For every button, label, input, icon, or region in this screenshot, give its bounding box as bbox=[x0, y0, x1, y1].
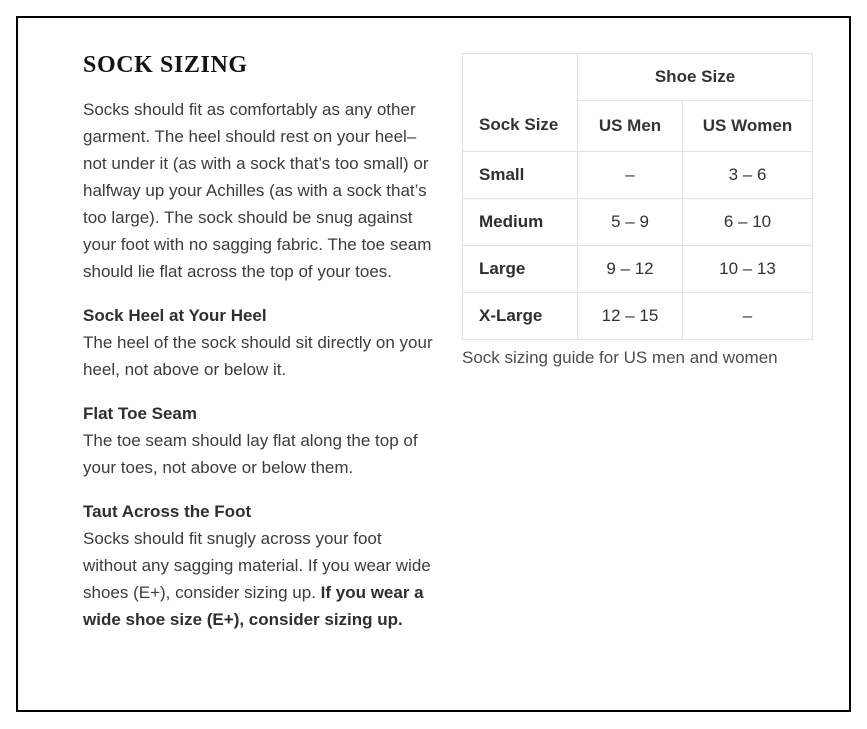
section-flat-toe-seam bbox=[83, 400, 435, 481]
cell-medium-us-women: 6 – 10 bbox=[683, 199, 813, 246]
section-body-normal-text: Socks should fit snugly across your foot without any sagging material. If you wear wide shoes (E+), consider sizing up. bbox=[83, 529, 431, 602]
section-body-sock-heel: The heel of the sock should sit directly on your heel, not above or below it. bbox=[83, 333, 433, 379]
table-group-header-row bbox=[463, 54, 813, 101]
cell-x-large-us-men: 12 – 15 bbox=[578, 293, 683, 340]
cell-small-us-men: – bbox=[578, 152, 683, 199]
section-heading-taut-across-foot: Taut Across the Foot bbox=[83, 502, 252, 521]
cell-small-us-women: 3 – 6 bbox=[683, 152, 813, 199]
cell-size-large: Large bbox=[463, 246, 578, 293]
sock-sizing-table bbox=[462, 53, 813, 340]
sizing-table-column bbox=[462, 52, 812, 368]
section-heading-sock-heel: Sock Heel at Your Heel bbox=[83, 306, 267, 325]
content-area bbox=[18, 18, 849, 633]
cell-size-medium: Medium bbox=[463, 199, 578, 246]
section-body-bold-text: If you wear a wide shoe size (E+), consider sizing up. bbox=[83, 583, 424, 629]
column-header-us-men: US Men bbox=[578, 101, 683, 152]
section-body-flat-toe-seam: The toe seam should lay flat along the top of your toes, not above or below them. bbox=[83, 431, 418, 477]
column-header-us-women: US Women bbox=[683, 101, 813, 152]
cell-large-us-women: 10 – 13 bbox=[683, 246, 813, 293]
page-border-frame bbox=[16, 16, 851, 712]
cell-x-large-us-women: – bbox=[683, 293, 813, 340]
cell-large-us-men: 9 – 12 bbox=[578, 246, 683, 293]
cell-size-x-large: X-Large bbox=[463, 293, 578, 340]
section-taut-across-foot bbox=[83, 498, 435, 633]
table-caption: Sock sizing guide for US men and women bbox=[462, 348, 778, 367]
cell-size-small: Small bbox=[463, 152, 578, 199]
section-body-taut-across-foot bbox=[83, 525, 435, 633]
group-header-shoe-size: Shoe Size bbox=[578, 54, 813, 101]
section-heading-flat-toe-seam: Flat Toe Seam bbox=[83, 404, 197, 423]
table-row-small bbox=[463, 152, 813, 199]
column-header-sock-size: Sock Size bbox=[463, 54, 578, 152]
section-sock-heel bbox=[83, 302, 435, 383]
table-row-large bbox=[463, 246, 813, 293]
sizing-guide-text-column bbox=[83, 52, 435, 633]
page-title: SOCK SIZING bbox=[83, 52, 248, 78]
table-row-x-large bbox=[463, 293, 813, 340]
table-row-medium bbox=[463, 199, 813, 246]
cell-medium-us-men: 5 – 9 bbox=[578, 199, 683, 246]
intro-paragraph: Socks should fit as comfortably as any other garment. The heel should rest on your heel–not under it (as with a sock that’s too small) or halfway up your Achilles (as with a sock that’s too large). The sock should be snug against your foot with no sagging fabric. The toe seam should lie flat across the top of your toes. bbox=[83, 100, 432, 281]
